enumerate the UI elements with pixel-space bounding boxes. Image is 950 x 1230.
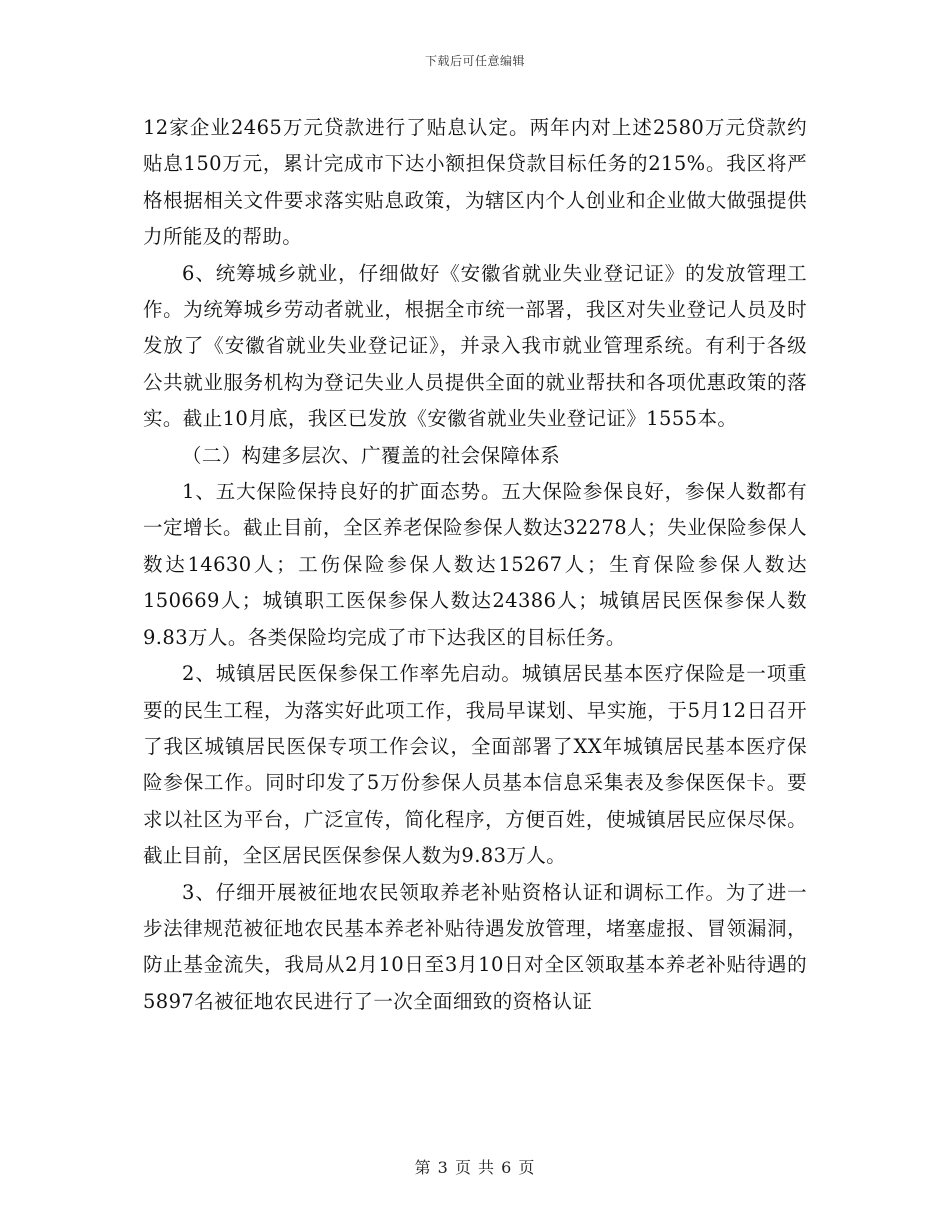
paragraph-item-3: 3、仔细开展被征地农民领取养老补贴资格认证和调标工作。为了进一步法律规范被征地农民基本养老补贴待遇发放管理，堵塞虚报、冒领漏洞，防止基金流失，我局从2月10日至3月10日对全区领取基本养老补贴待遇的5897名被征地农民进行了一次全面细致的资格认证	[143, 880, 807, 1013]
paragraph-continuation: 12家企业2465万元贷款进行了贴息认定。两年内对上述2580万元贷款约贴息150万元，累计完成市下达小额担保贷款目标任务的215%。我区将严格根据相关文件要求落实贴息政策，为辖区内个人创业和企业做大做强提供力所能及的帮助。	[143, 116, 807, 249]
page-footer: 第 3 页 共 6 页	[414, 1158, 536, 1177]
paragraph-item-6: 6、统筹城乡就业，仔细做好《安徽省就业失业登记证》的发放管理工作。为统筹城乡劳动者就业，根据全市统一部署，我区对失业登记人员及时发放了《安徽省就业失业登记证》，并录入我市就业管理系统。有利于各级公共就业服务机构为登记失业人员提供全面的就业帮扶和各项优惠政策的落实。截止10月底，我区已发放《安徽省就业失业登记证》1555本。	[143, 261, 807, 431]
page-header: 下载后可任意编辑	[424, 54, 525, 68]
section-heading: （二）构建多层次、广覆盖的社会保障体系	[182, 443, 561, 467]
document-body	[143, 110, 807, 1020]
paragraph-item-2: 2、城镇居民医保参保工作率先启动。城镇居民基本医疗保险是一项重要的民生工程，为落实好此项工作，我局早谋划、早实施，于5月12日召开了我区城镇居民医保专项工作会议，全面部署了XX年城镇居民基本医疗保险参保工作。同时印发了5万份参保人员基本信息采集表及参保医保卡。要求以社区为平台，广泛宣传，简化程序，方便百姓，使城镇居民应保尽保。截止目前，全区居民医保参保人数为9.83万人。	[143, 662, 807, 868]
paragraph-item-1: 1、五大保险保持良好的扩面态势。五大保险参保良好，参保人数都有一定增长。截止目前，全区养老保险参保人数达32278人；失业保险参保人数达14630人；工伤保险参保人数达15267人；生育保险参保人数达150669人；城镇职工医保参保人数达24386人；城镇居民医保参保人数9.83万人。各类保险均完成了市下达我区的目标任务。	[143, 480, 807, 649]
